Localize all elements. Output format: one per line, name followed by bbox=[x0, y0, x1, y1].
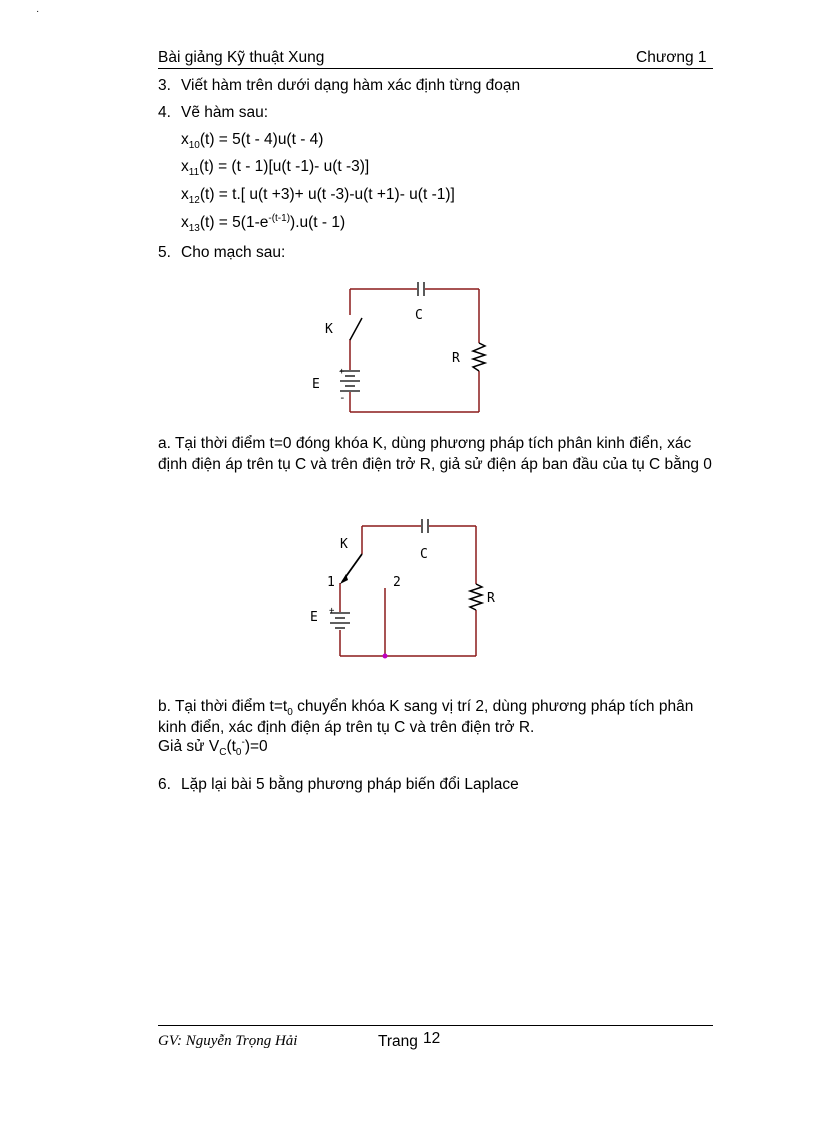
circuit-2-label-e: E bbox=[310, 610, 318, 625]
footer-page-number: 12 bbox=[423, 1030, 441, 1047]
circuit-1-minus: - bbox=[339, 391, 346, 404]
formula-x12: $x_{12}(t) = t$.[ u(t +3)+ u(t -3)-u(t +1)- u(t -1)] bbox=[181, 186, 455, 207]
part-b-text: b. Tại thời điểm $t=t_0$ chuyển khóa K sang vị trí 2, dùng phương pháp tích phân kinh điển, xác định điện áp trên tụ C và trên điện trở R. bbox=[158, 698, 694, 736]
circuit-2-label-r: R bbox=[487, 591, 495, 606]
circuit-1-label-e: E bbox=[312, 377, 320, 392]
header-title: Bài giảng Kỹ thuật Xung bbox=[158, 49, 325, 66]
part-a-text: a. Tại thời điểm t=0 đóng khóa K, dùng phương pháp tích phân kinh điển, xác định điện áp trên tụ C và trên điện trở R, giả sử điện áp ban đầu của tụ C bằng 0 bbox=[158, 435, 712, 473]
footer-author: GV: Nguyễn Trọng Hải bbox=[158, 1033, 298, 1049]
circuit-2-junction bbox=[383, 654, 388, 659]
item-5-number: 5. bbox=[158, 244, 171, 261]
part-b-assumption: Giả sử $V_C(t_0^-)=0$ bbox=[158, 736, 268, 759]
stray-dot: · bbox=[36, 6, 40, 17]
header-chapter: Chương 1 bbox=[636, 49, 707, 66]
circuit-2-label-1: 1 bbox=[327, 575, 335, 590]
circuit-1-plus: + bbox=[339, 367, 345, 377]
formula-x13: $x_{13}(t) = 5(1-e^{-(t-1)}).u(t - 1)$ bbox=[181, 212, 346, 235]
item-6-number: 6. bbox=[158, 776, 171, 793]
header-rule bbox=[158, 68, 713, 69]
formula-x10: $x_{10}(t) = 5(t - 4)u(t - 4)$ bbox=[181, 131, 324, 152]
circuit-2-label-c: C bbox=[420, 547, 428, 562]
circuit-2-plus: + bbox=[329, 606, 335, 616]
circuit-2-capacitor bbox=[422, 519, 428, 533]
item-6-text: Lặp lại bài 5 bằng phương pháp biến đổi Laplace bbox=[181, 776, 519, 793]
formula-x11: $x_{11}(t) = (t - 1)[u(t$ -1)- u(t -3)] bbox=[181, 158, 370, 179]
circuit-1-capacitor bbox=[418, 282, 424, 296]
circuit-1-switch bbox=[350, 318, 362, 340]
circuit-2-resistor bbox=[470, 584, 482, 610]
circuit-1-label-r: R bbox=[452, 351, 460, 366]
circuit-2-label-k: K bbox=[340, 537, 348, 552]
footer-page-label: Trang bbox=[378, 1033, 418, 1050]
circuit-2-label-2: 2 bbox=[393, 575, 401, 590]
item-4-text: Vẽ hàm sau: bbox=[181, 104, 269, 121]
circuit-1-label-c: C bbox=[415, 308, 423, 323]
item-5-text: Cho mạch sau: bbox=[181, 244, 286, 261]
circuit-1-label-k: K bbox=[325, 322, 333, 337]
item-3-number: 3. bbox=[158, 77, 171, 94]
circuit-1-resistor bbox=[473, 343, 485, 371]
footer-rule bbox=[158, 1025, 713, 1026]
item-3-text: Viết hàm trên dưới dạng hàm xác định từng đoạn bbox=[181, 77, 521, 94]
item-4-number: 4. bbox=[158, 104, 171, 121]
circuit-2-diagram bbox=[300, 512, 520, 662]
circuit-1-diagram bbox=[300, 275, 520, 425]
